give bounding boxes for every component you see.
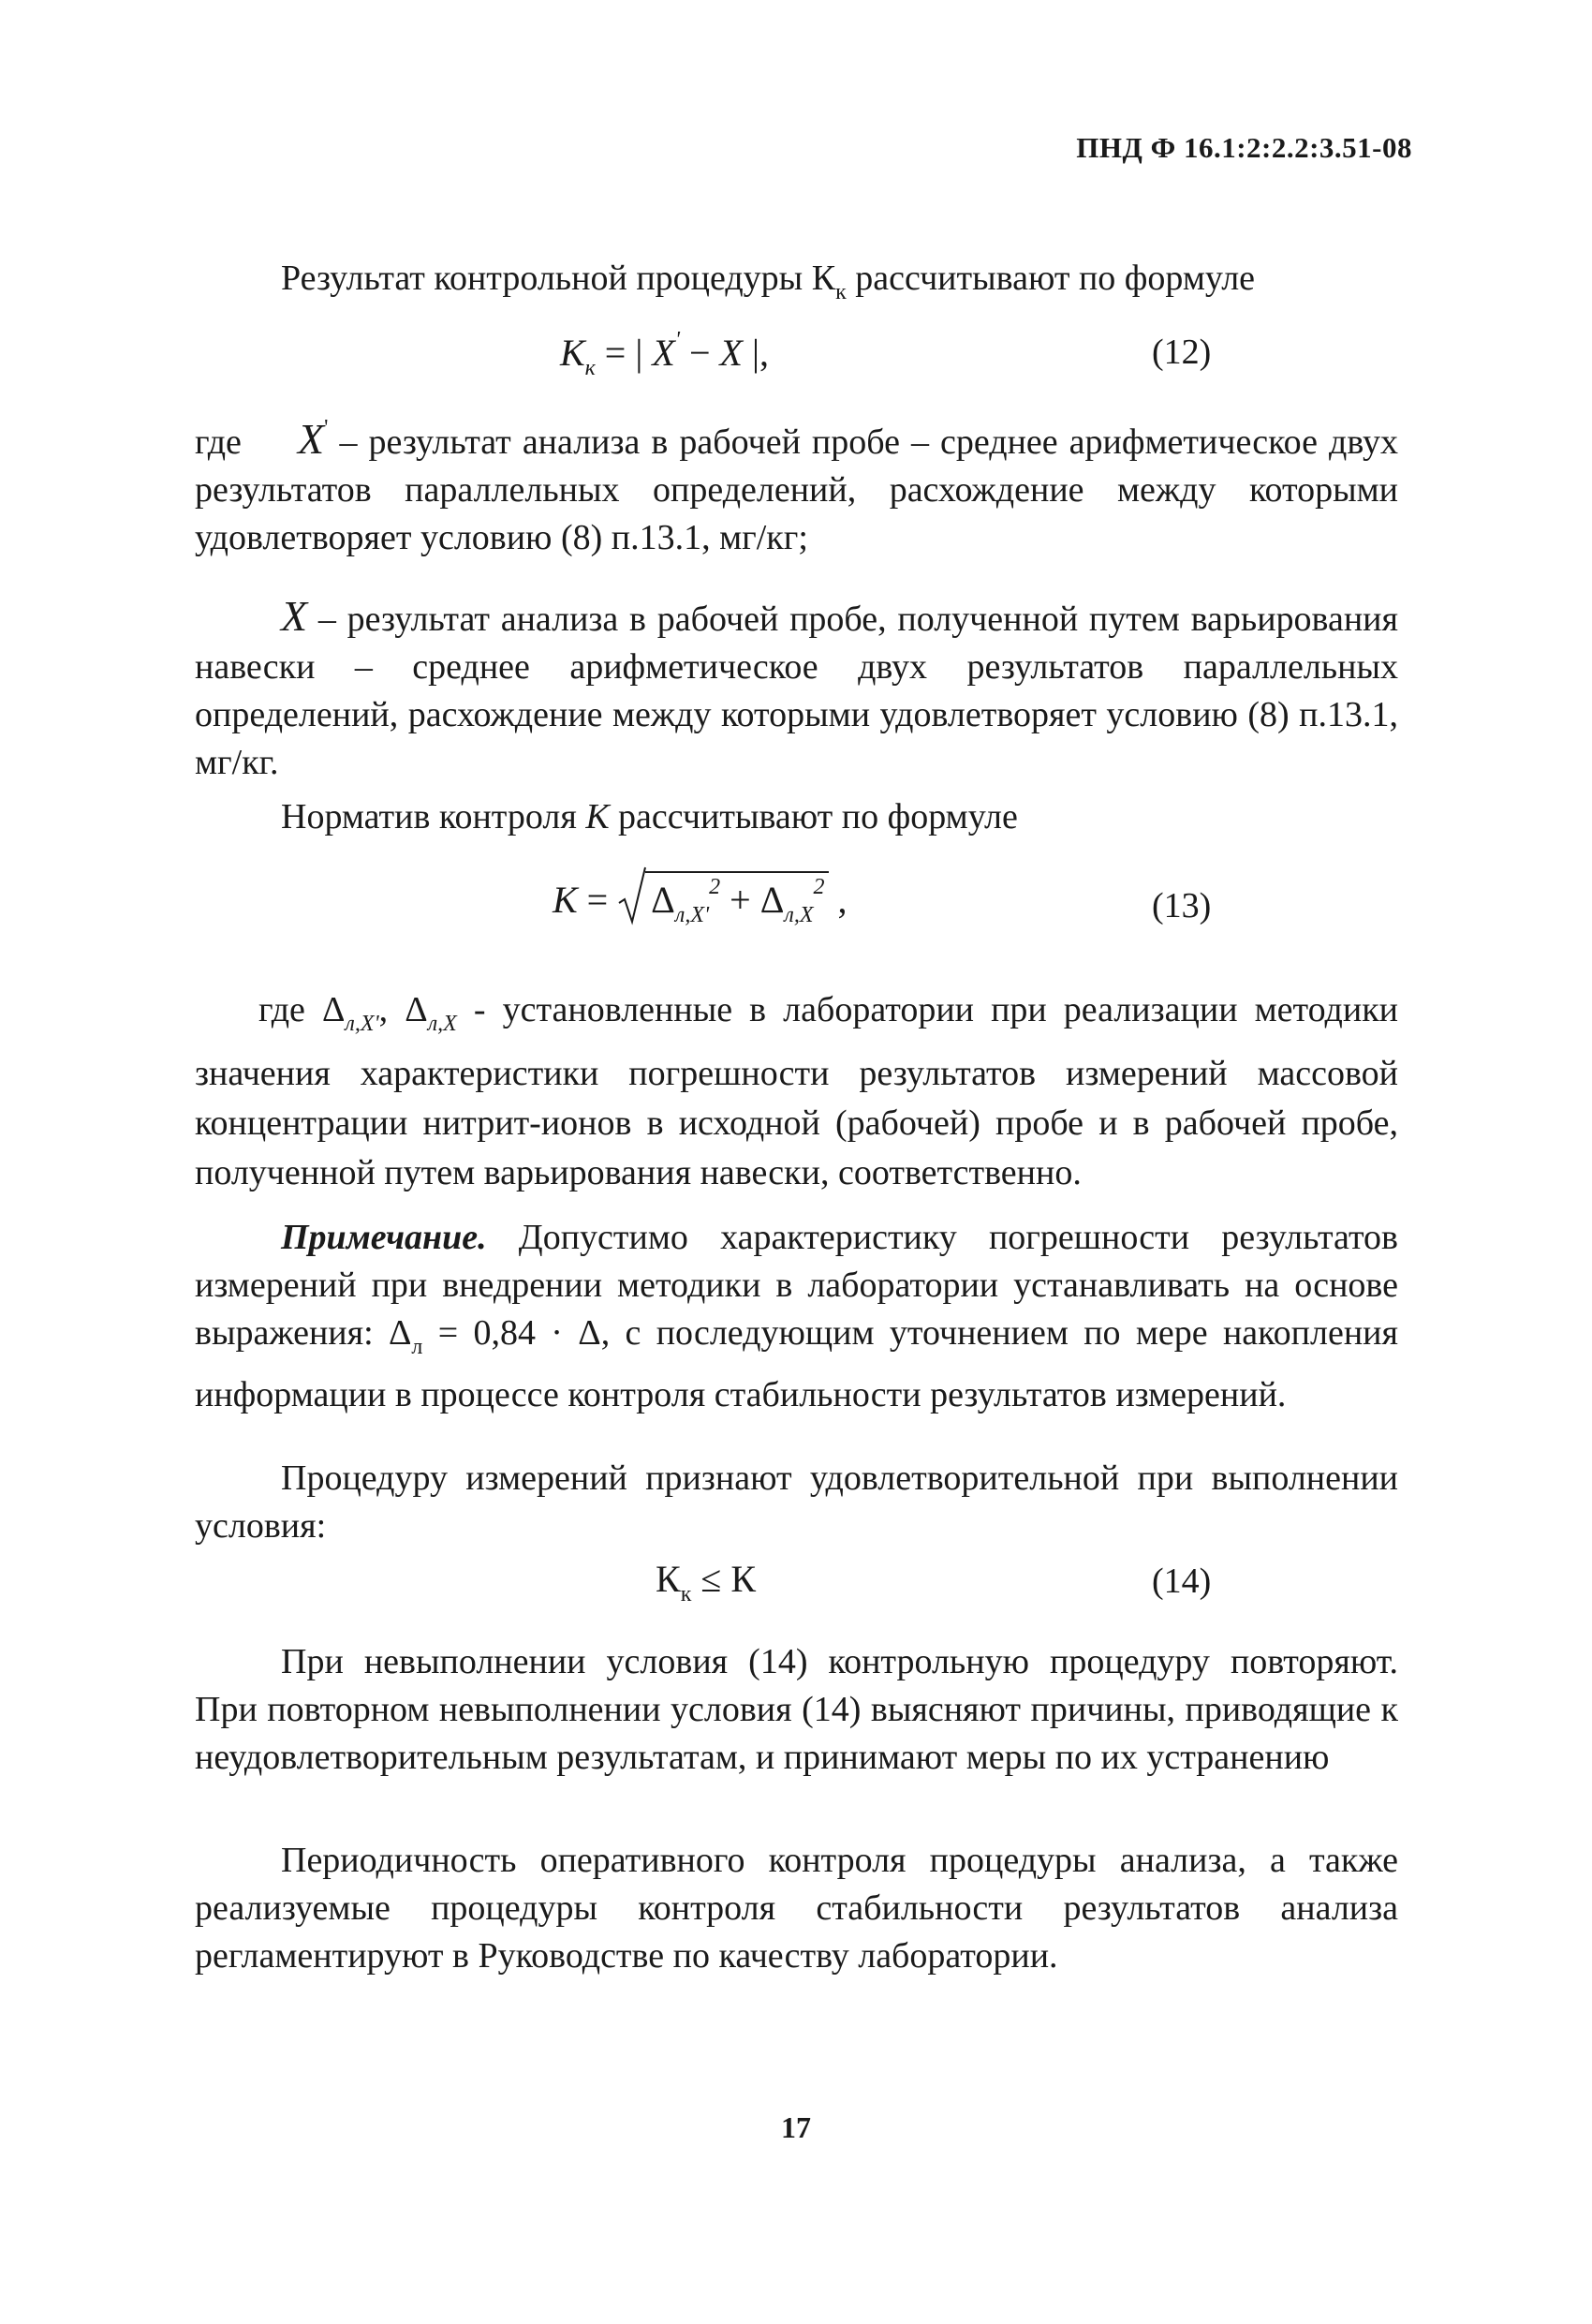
formula-12: $К_к$ = | X' − X |, [560,328,769,380]
formula-13: К = $\Delta_{л,X'}^2 + \Delta_{л,X}^2$ , [553,871,848,928]
formula-14: $К_к \le К$ [656,1558,756,1606]
paragraph-repeat-procedure: При невыполнении условия (14) контрольную процедуру повторяют. При повторном невыполнении условия (14) выясняют причины, приводящие к неудовлетворительным результатам, и принимают меры по их устранению [195,1642,1398,1777]
equation-number-13: (13) [1152,886,1212,925]
equation-number-12: (12) [1152,333,1212,372]
paragraph-periodicity: Периодичность оперативного контроля процедуры анализа, а также реализуемые процедуры контроля стабильности результатов анализа регламентируют в Руководстве по качеству лаборатории. [195,1841,1398,1976]
paragraph-satisfactory-condition: Процедуру измерений признают удовлетворительной при выполнении условия: [195,1458,1398,1546]
radical-icon [617,866,647,927]
document-code: ПНД Ф 16.1:2:2.2:3.51-08 [1076,131,1412,164]
note-paragraph: Примечание. Допустимо характеристику погрешности результатов измерений при внедрении методики в лаборатории устанавливать на основе выражения: $\Delta_л = 0,84 \cdot \Delta$, с последующим уточнением по мере накопления информации в процессе контроля стабильности результатов измерений. [195,1218,1398,1414]
paragraph-delta-definition: где $\Delta_{л,X'}$, $\Delta_{л,X}$ - установленные в лаборатории при реализации методики значения характеристики погрешности результатов измерений массовой концентрации нитрит-ионов в исходной (рабочей) пробе и в рабочей пробе, полученной путем варьирования навески, соответственно. [195,990,1398,1192]
paragraph-x-definition: X – результат анализа в рабочей пробе, полученной путем варьирования навески – среднее арифметическое двух результатов параллельных определений, расхождение между которыми удовлетворяет условию (8) п.13.1, мг/кг. [195,592,1398,782]
equation-number-14: (14) [1152,1562,1212,1601]
paragraph-x-prime-definition: где X' – результат анализа в рабочей пробе – среднее арифметическое двух результатов параллельных определений, расхождение между которыми удовлетворяет условию (8) п.13.1, мг/кг; [195,415,1399,557]
square-root-sign: $\Delta_{л,X'}^2 + \Delta_{л,X}^2$ [617,871,828,928]
paragraph-control-result: Результат контрольной процедуры $К_к$ рассчитывают по формуле [281,259,1256,304]
note-heading: Примечание. [281,1218,487,1257]
paragraph-control-norm: Норматив контроля К рассчитывают по формуле [281,797,1018,836]
page-number: 17 [781,2110,811,2144]
